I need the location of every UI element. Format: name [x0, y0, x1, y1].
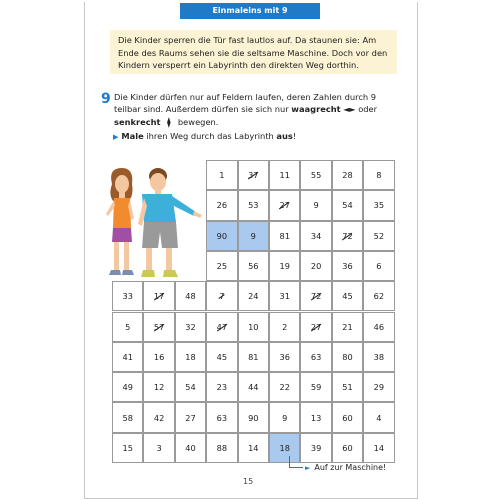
maze-cell-number: 34 — [310, 230, 322, 241]
maze-cell-number: 52 — [373, 230, 385, 241]
exit-label: Auf zur Maschine! — [314, 462, 387, 472]
maze-cell[interactable] — [238, 160, 269, 190]
maze-cell-number: 20 — [310, 261, 322, 272]
maze-cell[interactable] — [300, 312, 331, 342]
task-number: 9 — [101, 91, 111, 107]
maze-cell[interactable] — [269, 312, 300, 342]
maze-cell-number: 1 — [219, 170, 225, 181]
maze-cell-number: 47 — [216, 321, 228, 332]
maze-cell-number: 54 — [185, 382, 196, 393]
maze-cell-number: 12 — [153, 382, 165, 393]
maze-cell[interactable] — [332, 433, 363, 463]
vertical-arrows-icon: ◄► — [164, 117, 173, 128]
maze-cell-number: 35 — [373, 200, 385, 211]
maze-cell-number: 80 — [342, 351, 353, 362]
instruction — [113, 131, 296, 141]
maze-cell-number: 46 — [373, 321, 385, 332]
maze-cell-number: 45 — [342, 291, 353, 302]
maze-cell-number: 33 — [122, 291, 133, 302]
maze-cell-number: 90 — [248, 412, 259, 423]
maze-cell-number: 58 — [122, 412, 133, 423]
maze-cell[interactable] — [206, 402, 237, 432]
maze-cell[interactable] — [269, 251, 300, 281]
maze-cell[interactable] — [238, 402, 269, 432]
maze-cell[interactable] — [363, 402, 394, 432]
maze-cell[interactable] — [363, 372, 394, 402]
maze-cell-number: 36 — [279, 351, 290, 362]
maze-cell-number: 90 — [216, 230, 228, 241]
maze-cell[interactable] — [206, 281, 237, 311]
maze-cell-number: 6 — [376, 261, 382, 272]
maze-cell[interactable] — [112, 372, 143, 402]
maze-cell-number: 63 — [310, 351, 322, 362]
maze-cell-number: 62 — [373, 291, 385, 302]
maze-cell[interactable] — [300, 160, 331, 190]
maze-cell-number: 18 — [279, 442, 290, 453]
maze-cell-number: 41 — [122, 351, 133, 362]
maze-cell[interactable] — [300, 372, 331, 402]
maze-cell-number: 21 — [342, 321, 353, 332]
exit-bracket-icon — [289, 456, 303, 468]
maze-cell-number: 16 — [153, 351, 165, 362]
horizontal-arrows-icon: ◄► — [343, 105, 356, 114]
maze-cell[interactable] — [300, 190, 331, 220]
maze-cell-number: 11 — [279, 170, 290, 181]
maze-cell[interactable] — [332, 312, 363, 342]
maze-cell[interactable] — [238, 251, 269, 281]
maze-cell-number: 38 — [373, 351, 385, 362]
maze-cell-number: 59 — [310, 382, 322, 393]
task-text — [114, 91, 399, 128]
task-mid: oder — [355, 104, 378, 114]
arrow-right-icon: ► — [305, 464, 311, 472]
story-box — [110, 30, 397, 74]
maze-cell-number: 49 — [122, 382, 133, 393]
maze-cell-number: 7 — [219, 291, 225, 302]
maze-cell-number: 88 — [216, 442, 228, 453]
task-bold-vertical: senkrecht — [114, 117, 161, 127]
maze-cell[interactable] — [269, 190, 300, 220]
task-end: bewegen. — [175, 117, 219, 127]
maze-cell[interactable] — [143, 312, 174, 342]
maze-cell-number: 26 — [216, 200, 228, 211]
maze-cell[interactable] — [300, 433, 331, 463]
maze-cell-number: 36 — [342, 261, 353, 272]
task-bold-horizontal: waagrecht — [291, 104, 341, 114]
story-text: Die Kinder sperren die Tür fast lautlos auf. Da staunen sie: Am Ende des Raums sehen sie die seltsame Maschine. Doch vor den Kindern versperrt ein Labyrinth den direkten Weg dorthin. — [118, 35, 388, 70]
maze-cell[interactable] — [206, 251, 237, 281]
maze-cell[interactable] — [332, 251, 363, 281]
maze-cell[interactable] — [175, 312, 206, 342]
maze-cell[interactable] — [238, 190, 269, 220]
maze-cell-number: 42 — [153, 412, 165, 423]
chapter-header: Einmaleins mit 9 — [180, 3, 320, 19]
maze-cell[interactable] — [206, 433, 237, 463]
maze-cell[interactable] — [332, 342, 363, 372]
maze-cell-number: 81 — [248, 351, 259, 362]
maze-cell[interactable] — [206, 160, 237, 190]
maze-cell-number: 24 — [248, 291, 259, 302]
maze-cell[interactable] — [206, 372, 237, 402]
maze-cell-number: 45 — [216, 351, 228, 362]
maze-cell[interactable] — [238, 342, 269, 372]
maze-cell[interactable] — [300, 251, 331, 281]
maze-cell-number: 23 — [216, 382, 228, 393]
triangle-bullet-icon: ▶ — [113, 133, 119, 141]
maze-cell[interactable] — [363, 281, 394, 311]
maze-cell-number: 72 — [310, 291, 322, 302]
maze-cell[interactable] — [143, 433, 174, 463]
maze-cell[interactable] — [300, 281, 331, 311]
maze-cell-number: 29 — [373, 382, 385, 393]
instruction-end: ! — [292, 131, 297, 141]
maze-cell-number: 18 — [185, 351, 196, 362]
maze-cell-number: 9 — [313, 200, 319, 211]
maze-cell-number: 57 — [153, 321, 165, 332]
maze-cell[interactable] — [363, 312, 394, 342]
task-line1: Die Kinder dürfen nur auf Feldern laufen, deren Zahlen durch 9 teilbar sind. Außerdem dürfen sie sich nur — [114, 92, 377, 114]
maze-cell-number: 14 — [248, 442, 259, 453]
maze-cell[interactable] — [112, 312, 143, 342]
maze-cell[interactable] — [269, 160, 300, 190]
page-number: 15 — [243, 477, 254, 486]
instruction-middle: ihren Weg durch das Labyrinth — [143, 131, 277, 141]
maze-cell[interactable] — [238, 433, 269, 463]
maze-cell-number: 32 — [185, 321, 196, 332]
maze-cell[interactable] — [143, 402, 174, 432]
instruction-bold-start: Male — [121, 131, 144, 141]
maze-cell-number: 27 — [310, 321, 322, 332]
maze-cell[interactable] — [332, 281, 363, 311]
maze-cell[interactable] — [332, 160, 363, 190]
maze-cell-number: 40 — [185, 442, 196, 453]
maze-cell-number: 60 — [342, 412, 353, 423]
children-illustration — [100, 162, 208, 286]
maze-cell-number: 27 — [279, 200, 290, 211]
exit-note — [289, 462, 386, 472]
maze-cell-number: 53 — [248, 200, 259, 211]
maze-cell-number: 15 — [122, 442, 133, 453]
maze-cell[interactable] — [332, 372, 363, 402]
maze-cell-number: 72 — [342, 230, 353, 241]
maze-cell-number: 37 — [248, 170, 259, 181]
maze-cell[interactable] — [363, 221, 394, 251]
maze-cell[interactable] — [206, 342, 237, 372]
maze-cell[interactable] — [363, 433, 394, 463]
maze-cell[interactable] — [269, 402, 300, 432]
maze-cell[interactable] — [206, 312, 237, 342]
maze-cell[interactable] — [175, 433, 206, 463]
maze-cell[interactable] — [143, 372, 174, 402]
maze-cell-number: 2 — [282, 321, 288, 332]
maze-cell-number: 4 — [376, 412, 382, 423]
maze-cell[interactable] — [269, 372, 300, 402]
maze-cell[interactable] — [332, 190, 363, 220]
maze-cell[interactable] — [238, 281, 269, 311]
maze-cell[interactable] — [238, 372, 269, 402]
maze-cell[interactable] — [175, 402, 206, 432]
maze-cell[interactable] — [112, 402, 143, 432]
maze-cell[interactable] — [300, 221, 331, 251]
maze-cell-number: 17 — [153, 291, 165, 302]
maze-cell-number: 55 — [310, 170, 322, 181]
maze-cell[interactable] — [269, 281, 300, 311]
maze-cell-number: 13 — [310, 412, 322, 423]
maze-cell-number: 48 — [185, 291, 196, 302]
maze-cell-number: 54 — [342, 200, 353, 211]
maze-cell-number: 22 — [279, 382, 290, 393]
maze-cell-number: 51 — [342, 382, 353, 393]
maze-cell-number: 31 — [279, 291, 290, 302]
maze-cell[interactable] — [363, 342, 394, 372]
maze-cell[interactable] — [363, 190, 394, 220]
maze-cell[interactable] — [238, 312, 269, 342]
maze-cell-number: 60 — [342, 442, 353, 453]
maze-cell-number: 19 — [279, 261, 290, 272]
maze-cell[interactable] — [300, 342, 331, 372]
maze-cell-number: 44 — [248, 382, 259, 393]
maze-cell[interactable] — [238, 221, 269, 251]
maze-cell[interactable] — [332, 221, 363, 251]
maze-cell[interactable] — [206, 221, 237, 251]
maze-cell[interactable] — [206, 190, 237, 220]
maze-cell[interactable] — [300, 402, 331, 432]
maze-cell[interactable] — [112, 342, 143, 372]
maze-cell-number: 8 — [376, 170, 382, 181]
maze-cell-number: 56 — [248, 261, 259, 272]
maze-cell-number: 25 — [216, 261, 228, 272]
maze-cell[interactable] — [363, 160, 394, 190]
maze-cell[interactable] — [332, 402, 363, 432]
maze-cell-number: 5 — [125, 321, 131, 332]
maze-cell[interactable] — [143, 342, 174, 372]
maze-cell[interactable] — [269, 221, 300, 251]
maze-cell-number: 39 — [310, 442, 322, 453]
maze-cell-number: 14 — [373, 442, 385, 453]
maze-cell-number: 9 — [250, 230, 256, 241]
maze-cell[interactable] — [269, 342, 300, 372]
maze-cell-number: 27 — [185, 412, 196, 423]
instruction-bold-end: aus — [276, 131, 293, 141]
maze-cell[interactable] — [112, 433, 143, 463]
maze-cell-number: 28 — [342, 170, 353, 181]
maze-cell-number: 3 — [156, 442, 162, 453]
maze-cell-number: 9 — [282, 412, 288, 423]
maze-cell[interactable] — [175, 372, 206, 402]
maze-cell-number: 63 — [216, 412, 228, 423]
maze-cell[interactable] — [175, 342, 206, 372]
maze-cell[interactable] — [363, 251, 394, 281]
maze-cell-number: 10 — [248, 321, 259, 332]
maze-cell-number: 81 — [279, 230, 290, 241]
